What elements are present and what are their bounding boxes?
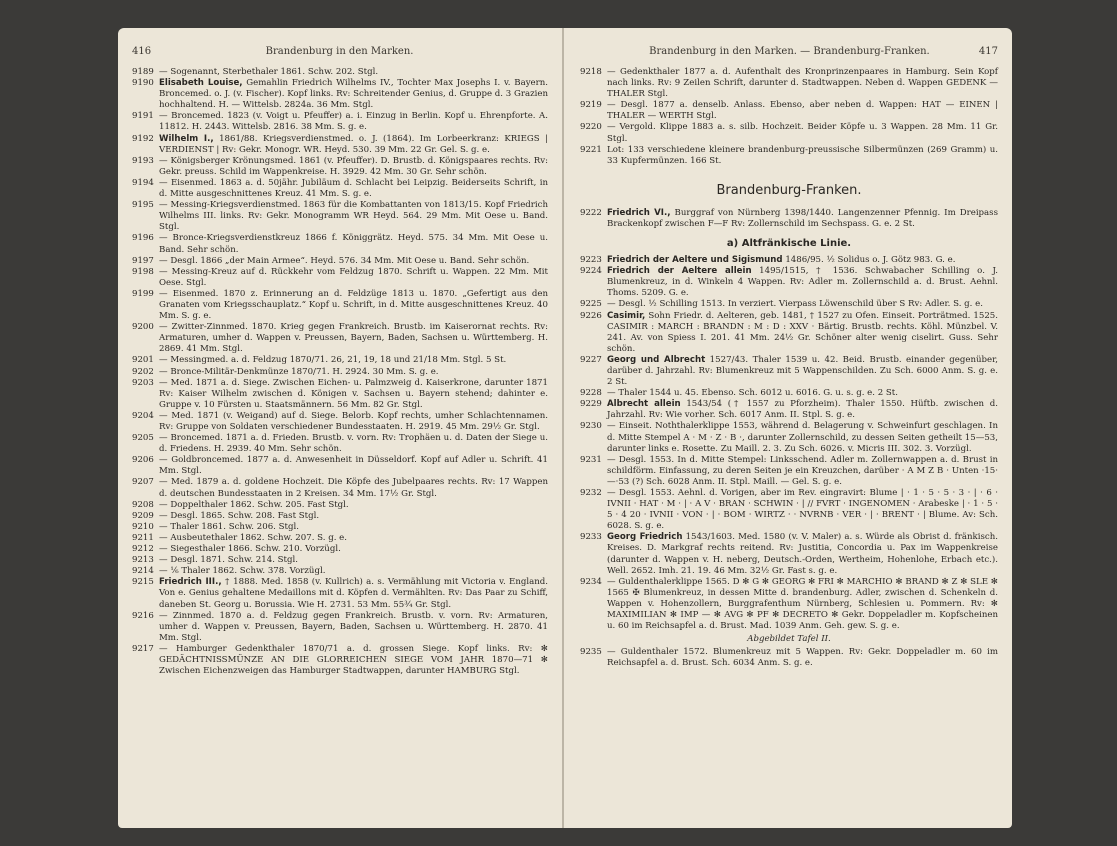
lot-number: 9201 [132,355,154,366]
lot-number: 9192 [132,133,154,144]
lot-entry [580,488,998,532]
lot-number: 9232 [580,488,602,498]
lot-number: 9226 [580,310,602,321]
lot-text: 1495/1515, † 1536. Schwabacher Schilling o. J. Blumenkreuz, in d. Winkeln 4 Wappen. Rv: Adler m. Zollernschild a. d. Brust. Aehnl. Thoms. 5209. G. e. [607,266,998,299]
lot-text: — Gedenkthaler 1877 a. d. Aufenthalt des Kronprinzenpaares in Hamburg. Sein Kopf nach links. Rv: 9 Zeilen Schrift, darunter d. Stadtwappen. Neben d. Wappen GEDENK — THALER Stgl. [607,67,998,100]
lot-number: 9217 [132,643,154,654]
lot-number: 9194 [132,177,154,188]
lot-entry [132,233,548,255]
lot-entry [132,156,548,178]
lot-number: 9215 [132,577,154,588]
lot-entry [132,111,548,133]
lot-description [159,111,548,133]
lot-number: 9205 [132,433,154,444]
lot-description [159,256,548,267]
lot-entry [580,122,998,144]
ruler-name: Friedrich VI., [607,207,671,218]
lot-number: 9200 [132,322,154,333]
lot-number: 9195 [132,200,154,211]
lot-number: 9222 [580,207,602,218]
page-number: 416 [132,46,152,57]
entry-list [132,67,548,677]
lot-number: 9224 [580,266,602,277]
lot-text: — ⅙ Thaler 1862. Schw. 378. Vorzügl. [159,566,326,577]
lot-description [159,156,548,178]
lot-number: 9190 [132,78,154,89]
plate-note: Abgebildet Tafel II. [747,634,831,645]
ruler-name: Friedrich der Aeltere allein [607,266,752,277]
lot-text: — Goldbroncemed. 1877 a. d. Anwesenheit in Düsseldorf. Kopf auf Adler u. Schrift. 41 Mm. Stgl. [159,455,548,477]
lot-number: 9235 [580,647,602,658]
lot-entry [580,145,998,167]
lot-number: 9219 [580,100,602,111]
section-heading: Brandenburg-Franken. [716,182,862,198]
lot-entry [580,311,998,355]
lot-entry [580,532,998,576]
lot-text: Sohn Friedr. d. Aelteren, geb. 1481, † 1527 zu Ofen. Einseit. Porträtmed. 1525. CASIMIR : MARCH : BRANDN : M : D : XXV · Bärtig. Brustb. rechts. Köhl. Münzbel. V. 241. Av. von Spiess I. 201. 41 Mm. 24½ Gr. Schöner alter wenig ciselirt. Guss. Sehr schön. [607,310,999,354]
lot-description [607,577,998,632]
lot-description [607,122,998,144]
lot-number: 9234 [580,576,602,587]
lot-description [607,208,998,230]
lot-number: 9221 [580,144,602,155]
lot-description [159,233,548,255]
lot-description [159,455,548,477]
lot-number: 9230 [580,421,602,432]
lot-description [159,267,548,289]
lot-description [607,532,998,576]
lot-description [159,134,548,156]
lot-description [159,577,548,610]
lot-entry [580,355,998,388]
lot-description [159,433,548,455]
lot-text: 1861/88. Kriegsverdienstmed. o. J. (1864). Im Lorbeerkranz: KRIEGS | VERDIENST | Rv: Gekr. Monogr. WR. Heyd. 530. 39 Mm. 22 Gr. Gel. S. g. e. [159,133,548,155]
lot-number: 9197 [132,255,154,266]
right-running-head [580,46,998,57]
lot-entry [580,255,998,266]
lot-text: — Doppelthaler 1862. Schw. 205. Fast Stgl. [159,499,349,510]
lot-number: 9189 [132,67,154,77]
running-title: Brandenburg in den Marken. — Brandenburg-Franken. [649,46,930,57]
lot-description [607,100,998,122]
page-number: 417 [978,46,998,57]
lot-description [159,67,548,78]
lot-number: 9233 [580,532,602,543]
lot-description [607,255,998,266]
lot-entry [132,433,548,455]
lot-text: 1543/54 († 1557 zu Pforzheim). Thaler 1550. Hüftb. zwischen d. Jahrzahl. Rv: Wie vorher. Sch. 6017 Anm. II. Stpl. S. g. e. [607,399,998,421]
lot-entry [132,322,548,355]
lot-text: — Desgl. 1866 „der Main Armee“. Heyd. 576. 34 Mm. Mit Oese u. Band. Sehr schön. [159,255,530,266]
lot-description [607,355,998,388]
ruler-name: Wilhelm I., [159,133,214,144]
lot-description [159,544,548,555]
running-title: Brandenburg in den Marken. [265,46,414,57]
lot-text: — Guldenthalerklippe 1565. D ✻ G ✻ GEORG ✻ FRI ✻ MARCHIO ✻ BRAND ✻ Z ✻ SLE ✻ 1565 ✠ Blumenkreuz, in dessen Mitte d. brandenburg. Adler, zwischen d. Schenkeln d. Wappen v. Hohenzollern, Burggrafenthum Nürnberg, Schlesien u. Pommern. Rv: ✻ MAXIMILIAN ✻ IMP — ✻ AVG ✻ PF ✻ DECRETO ✻ Gekr. Doppeladler m. Kopfscheinen u. 60 im Reichsapfel a. d. Brust. Mad. 1039 Anm. Geh. gew. S. g. e. [607,576,998,632]
subsection-heading: a) Altfränkische Linie. [726,238,852,250]
lot-description [607,266,998,299]
entry-list [580,67,998,167]
lot-description [607,421,998,454]
lot-entry [132,533,548,544]
lot-description [159,355,548,366]
lot-description [159,289,548,322]
lot-description [607,145,998,167]
lot-number: 9199 [132,288,154,299]
lot-number: 9203 [132,377,154,388]
lot-number: 9227 [580,354,602,365]
lot-description [159,500,548,511]
lot-text: 1527/43. Thaler 1539 u. 42. Beid. Brustb. einander gegenüber, darüber d. Jahrzahl. Rv: Blumenkreuz mit 5 Wappenschilden. Zu Sch. 6000 Anm. S. g. e. 2 St. [607,354,998,388]
lot-entry [132,544,548,555]
lot-description [159,522,548,533]
lot-number: 9229 [580,399,602,410]
lot-description [159,378,548,411]
lot-entry [132,577,548,610]
lot-number: 9207 [132,477,154,488]
lot-description [159,411,548,433]
lot-entry [132,178,548,200]
lot-number: 9216 [132,610,154,621]
right-page [564,28,1012,828]
ruler-name: Friedrich der Aeltere und Sigismund [607,255,783,266]
lot-number: 9218 [580,67,602,77]
lot-text: — Med. 1871 (v. Weigand) auf d. Siege. Belorb. Kopf rechts, umher Schlachtennamen. Rv: Gruppe von Soldaten verschiedener Bundesstaaten. H. 2919. 45 Mm. 29½ Gr. Stgl. [159,410,548,432]
lot-number: 9211 [132,532,154,543]
ruler-name: Elisabeth Louise, [159,78,243,89]
lot-text: — Eisenmed. 1870 z. Erinnerung an d. Feldzüge 1813 u. 1870. „Gefertigt aus den Granaten vom Kriegsschauplatz.“ Kopf u. Schrift, in d. Mitte ausgeschnittenes Kreuz. 40 Mm. S. g. e. [159,288,548,322]
lot-description [159,367,548,378]
lot-entry [132,522,548,533]
lot-description [607,455,998,488]
lot-text: — Med. 1871 a. d. Siege. Zwischen Eichen- u. Palmzweig d. Kaiserkrone, darunter 1871 Rv: Kaiser Wilhelm zwischen d. Königen v. Sachsen u. Bayern stehend; dahinter e. Gruppe v. 10 Fürsten u. Staatsmännern. 56 Mm. 82 Gr. Stgl. [159,377,548,410]
lot-entry [580,647,998,669]
lot-text: — Siegesthaler 1866. Schw. 210. Vorzügl. [159,544,341,555]
lot-number: 9191 [132,111,154,122]
lot-entry [132,477,548,499]
lot-description [159,566,548,577]
lot-text: — Desgl. 1553. In d. Mitte Stempel: Linksschend. Adler m. Zollernwappen a. d. Brust in schildförm. Einfassung, zu deren Seiten je ein Kreuzchen, darüber · A M Z B · Unten ·15·—·53 (?) Sch. 6028 Anm. II. Stpl. Maill. — Gel. S. g. e. [607,454,998,487]
lot-text: Burggraf von Nürnberg 1398/1440. Langenzenner Pfennig. Im Dreipass Brackenkopf zwischen F—F Rv: Zollernschild im Sechspass. G. e. 2 St. [607,207,999,229]
lot-text: — Bronce-Kriegsverdienstkreuz 1866 f. Königgrätz. Heyd. 575. 34 Mm. Mit Oese u. Band. Sehr schön. [159,233,548,255]
lot-entry [132,455,548,477]
lot-description [607,388,998,399]
lot-number: 9202 [132,366,154,377]
lot-entry [132,411,548,433]
lot-text: — Vergold. Klippe 1883 a. s. silb. Hochzeit. Beider Köpfe u. 3 Wappen. 28 Mm. 11 Gr. Stgl. [607,122,998,144]
lot-description [159,533,548,544]
lot-entry [132,134,548,156]
lot-description [159,78,548,111]
lot-entry [580,421,998,454]
lot-text: — Guldenthaler 1572. Blumenkreuz mit 5 Wappen. Rv: Gekr. Doppeladler m. 60 im Reichsapfel a. d. Brust. Sch. 6034 Anm. S. g. e. [607,647,998,669]
lot-description [159,511,548,522]
lot-entry [132,611,548,644]
lot-entry [580,388,998,399]
lot-entry [132,78,548,111]
lot-number: 9206 [132,455,154,466]
lot-text: — Messing-Kreuz auf d. Rückkehr vom Feldzug 1870. Schrift u. Wappen. 22 Mm. Mit Oese. Stgl. [159,266,548,288]
lot-text: — Messingmed. a. d. Feldzug 1870/71. 26, 21, 19, 18 und 21/18 Mm. Stgl. 5 St. [159,355,507,366]
lot-number: 9223 [580,255,602,266]
lot-text: — Broncemed. 1823 (v. Voigt u. Pfeuffer) a. i. Einzug in Berlin. Kopf u. Ehrenpforte. A. 11812. H. 2443. Wittelsb. 2816. 38 Mm. S. g. e. [159,111,548,133]
lot-entry [580,208,998,230]
lot-number: 9198 [132,266,154,277]
ruler-name: Albrecht allein [607,399,681,410]
ruler-name: Friedrich III., [159,577,222,588]
lot-text: 1486/95. ½ Solidus o. J. Götz 983. G. e. [785,255,956,266]
lot-entry [132,289,548,322]
lot-entry [580,455,998,488]
lot-text: — Einseit. Noththalerklippe 1553, während d. Belagerung v. Schweinfurt geschlagen. In d. Mitte Stempel A · M · Z · B ·, darunter Zollernschild, zu dessen Seiten getheilt 15—53, darunter links e. Rosette. Zu Maill. 2. 3. Zu Sch. 6026. v. Micris III. 302. 3. Vorzügl. [607,421,998,454]
lot-text: — Eisenmed. 1863 a. d. 50jähr. Jubiläum d. Schlacht bei Leipzig. Beiderseits Schrift, in d. Mitte ausgeschnittenes Kreuz. 41 Mm. S. g. e. [159,177,548,200]
lot-description [607,399,998,421]
lot-text: — Bronce-Militär-Denkmünze 1870/71. H. 2924. 30 Mm. S. g. e. [159,366,439,377]
lot-text: — Broncemed. 1871 a. d. Frieden. Brustb. v. vorn. Rv: Trophäen u. d. Daten der Siege u. d. Friedens. H. 2939. 40 Mm. Sehr schön. [159,433,548,455]
entry-list [580,255,998,632]
lot-description [159,555,548,566]
lot-entry [580,266,998,299]
ruler-name: Georg Friedrich [607,532,683,543]
lot-number: 9193 [132,155,154,166]
lot-text: — Desgl. 1553. Aehnl. d. Vorigen, aber im Rev. eingravirt: Blume | · 1 · 5 · 5 · 3 · | · 6 · IVNII · HAT · M · | · A V · BRAN · SCHWIN · | // FVRT · INGENOMEN · Arabeske | · 1 · 5 · 5 · 4 20 · IVNII · VON · | · BOM · WIRTZ · · NVRNB · VER · | · BRENT · | Blume. Av: Sch. 6028. S. g. e. [607,488,998,532]
lot-number: 9210 [132,521,154,532]
lot-text: Lot: 133 verschiedene kleinere brandenburg-preussische Silbermünzen (269 Gramm) u. 33 Kupfermünzen. 166 St. [607,144,998,166]
ruler-name: Casimir, [607,310,646,321]
lot-description [607,311,998,355]
lot-description [159,200,548,233]
lot-description [159,611,548,644]
lot-description [159,178,548,200]
lot-text: 1543/1603. Med. 1580 (v. V. Maler) a. s. Würde als Obrist d. fränkisch. Kreises. D. Markgraf rechts reitend. Rv: Justitia, Concordia u. Pax im Wappenkreise (darunter d. Wappen v. H. neberg, Deutsch.-Orden, Wertheim, Hohenlohe, Erbach etc.). Well. 2652. Imh. 21. 19. 46 Mm. 32½ Gr. Fast s. g. e. [607,532,998,576]
lot-text: — Desgl. 1871. Schw. 214. Stgl. [159,555,298,566]
entry-list [580,208,998,230]
lot-text: Gemahlin Friedrich Wilhelms IV., Tochter Max Josephs I. v. Bayern. Broncemed. o. J. (v. Fischer). Kopf links. Rv: Schreitender Genius, d. Gruppe d. 3 Grazien hochhaltend. H. — Wittelsb. 2824a. 36 Mm. Stgl. [159,78,549,111]
lot-text: — Desgl. 1877 a. denselb. Anlass. Ebenso, aber neben d. Wappen: HAT — EINEN | THALER — WERTH Stgl. [607,100,998,122]
lot-description [607,647,998,669]
lot-text: — Med. 1879 a. d. goldene Hochzeit. Die Köpfe des Jubelpaares rechts. Rv: 17 Wappen d. deutschen Bundesstaaten in 2 Kreisen. 34 Mm. 17½ Gr. Stgl. [159,477,548,499]
lot-entry [132,200,548,233]
lot-number: 9196 [132,233,154,244]
lot-text: — Desgl. ½ Schilling 1513. In verziert. Vierpass Löwenschild über S Rv: Adler. S. g. e. [607,299,983,310]
lot-number: 9214 [132,566,154,577]
lot-entry [132,555,548,566]
lot-number: 9204 [132,410,154,421]
left-running-head [132,46,548,57]
lot-description [159,322,548,355]
lot-entry [132,267,548,289]
lot-text: — Thaler 1544 u. 45. Ebenso. Sch. 6012 u. 6016. G. u. s. g. e. 2 St. [607,388,898,399]
lot-description [159,477,548,499]
entry-list [580,647,998,669]
lot-number: 9220 [580,122,602,133]
lot-text: — Zwitter-Zinnmed. 1870. Krieg gegen Frankreich. Brustb. im Kaiserornat rechts. Rv: Armaturen, umher d. Wappen v. Preussen, Bayern, Baden, Sachsen u. Württemberg. H. 2869. 41 Mm. Stgl. [159,322,548,355]
lot-entry [132,355,548,366]
lot-number: 9231 [580,454,602,465]
lot-description [607,299,998,310]
lot-number: 9209 [132,510,154,521]
lot-text: — Sogenannt, Sterbethaler 1861. Schw. 202. Stgl. [159,67,379,77]
lot-text: — Hamburger Gedenkthaler 1870/71 a. d. grossen Siege. Kopf links. Rv: ✻ GEDÄCHTNISSMÜNZE AN DIE GLORREICHEN SIEGE VOM JAHR 1870—71 ✻ Zwischen Eichenzweigen das Hamburger Stadtwappen, darunter HAMBURG Stgl. [159,643,548,677]
lot-text: — Zinnmed. 1870 a. d. Feldzug gegen Frankreich. Brustb. v. vorn. Rv: Armaturen, umher d. Wappen v. Preussen, Bayern, Baden, Sachsen u. Württemberg. H. 2870. 41 Mm. Stgl. [159,610,548,643]
lot-entry [580,67,998,100]
lot-entry [132,566,548,577]
lot-description [159,644,548,677]
lot-entry [580,299,998,310]
lot-entry [580,577,998,632]
lot-text: — Ausbeutethaler 1862. Schw. 207. S. g. e. [159,532,347,543]
lot-description [607,67,998,100]
lot-entry [132,644,548,677]
lot-number: 9225 [580,299,602,310]
lot-entry [132,367,548,378]
lot-entry [132,500,548,511]
lot-text: — Desgl. 1865. Schw. 208. Fast Stgl. [159,510,320,521]
lot-text: † 1888. Med. 1858 (v. Kullrich) a. s. Vermählung mit Victoria v. England. Von e. Genius gehaltene Medaillons mit d. Köpfen d. Vermählten. Rv: Das Paar zu Schiff, daneben St. Georg u. Borussia. Wie H. 2731. 53 Mm. 55¾ Gr. Stgl. [159,577,549,610]
lot-number: 9228 [580,388,602,399]
lot-entry [132,511,548,522]
lot-entry [580,399,998,421]
lot-text: — Messing-Kriegsverdienstmed. 1863 für die Kombattanten von 1813/15. Kopf Friedrich Wilhelms III. links. Rv: Gekr. Monogramm WR Heyd. 564. 29 Mm. Mit Oese u. Band. Stgl. [159,200,548,233]
ruler-name: Georg und Albrecht [607,354,706,365]
lot-text: — Thaler 1861. Schw. 206. Stgl. [159,521,299,532]
lot-entry [132,378,548,411]
lot-text: — Königsberger Krönungsmed. 1861 (v. Pfeuffer). D. Brustb. d. Königspaares rechts. Rv: Gekr. preuss. Schild im Wappenkreise. H. 3929. 42 Mm. 30 Gr. Sehr schön. [159,155,548,177]
lot-number: 9212 [132,544,154,555]
lot-entry [580,100,998,122]
lot-entry [132,256,548,267]
lot-number: 9213 [132,555,154,566]
left-page [118,28,562,828]
lot-entry [132,67,548,78]
lot-description [607,488,998,532]
lot-number: 9208 [132,499,154,510]
